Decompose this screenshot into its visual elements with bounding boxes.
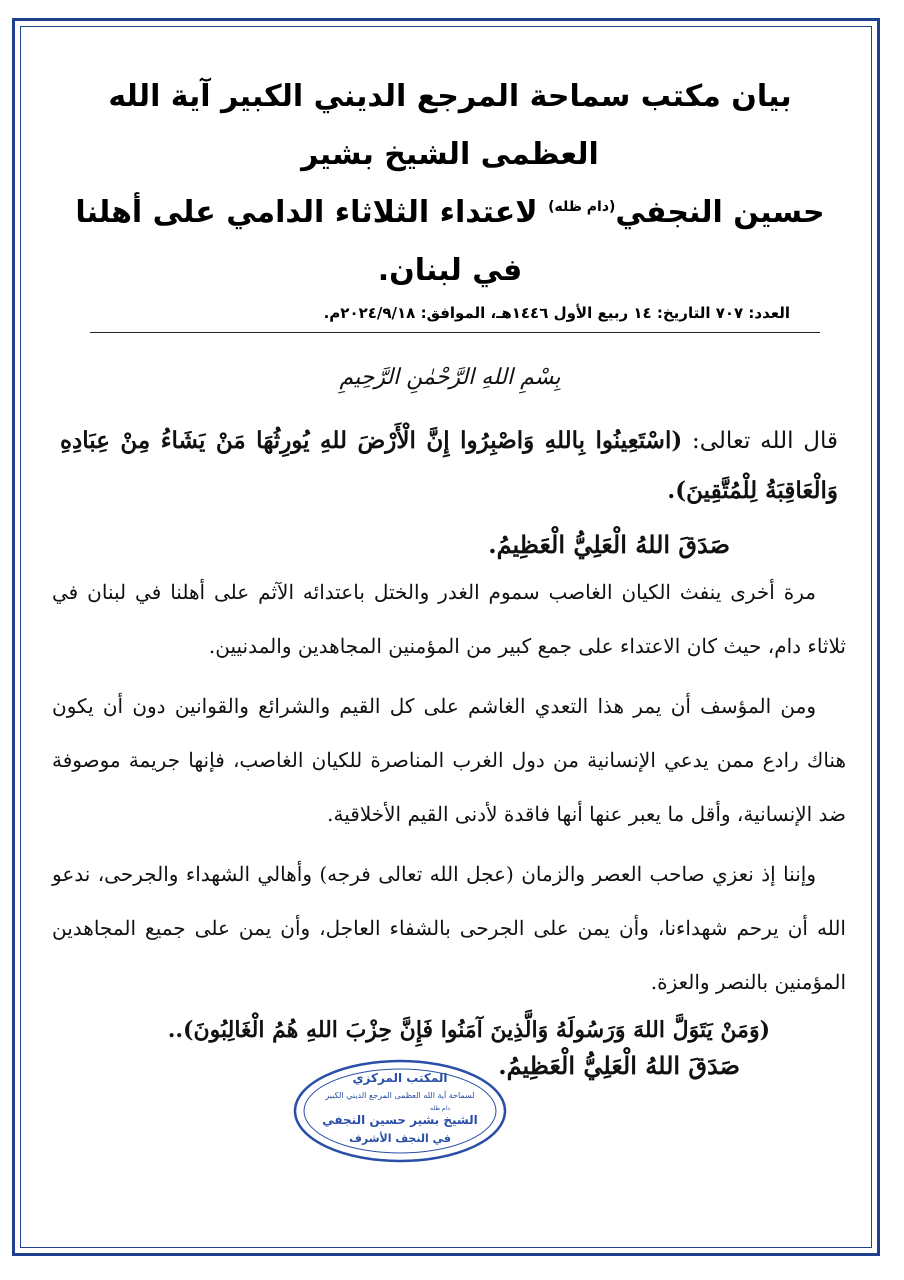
header-divider [90,332,820,333]
document-meta: العدد: ٧٠٧ التاريخ: ١٤ ربيع الأول ١٤٤٦هـ، الموافق: ٢٠٢٤/٩/١٨م. [323,304,790,322]
title-line-1: بيان مكتب سماحة المرجع الديني الكبير آية الله العظمى الشيخ بشير [108,79,792,172]
opening-verse [50,416,850,516]
document-page [50,56,850,1236]
title-line-2-b: لاعتداء الثلاثاء الدامي على أهلنا في لبنان. [75,195,549,288]
seal-line-2: لسماحة آية الله العظمى المرجع الديني الكبير [325,1091,475,1100]
opening-verse-prefix: قال الله تعالى: [682,428,839,454]
seal-line-3: دام ظله [430,1105,450,1112]
basmala: بِسْمِ اللهِ الرَّحْمٰنِ الرَّحِيمِ [339,365,561,390]
paragraph-1: مرة أخرى ينفث الكيان الغاصب سموم الغدر والختل باعتدائه الآثم على أهلنا في لبنان في ثلاثاء دام، حيث كان الاعتداء على جمع كبير من المؤمنين المجاهدين والمدنيين. [52,580,846,658]
paragraph-3: وإننا إذ نعزي صاحب العصر والزمان (عجل الله تعالى فرجه) وأهالي الشهداء والجرحى، ندعو الله أن يرحم شهداءنا، وأن يمن على الجرحى بالشفاء العاجل، وأن يمن على جميع المجاهدين المؤمنين بالنصر والعزة. [52,862,846,994]
paragraph-2: ومن المؤسف أن يمر هذا التعدي الغاشم على كل القيم والشرائع والقوانين دون أن يكون هناك رادع ممن يدعي الإنسانية من دول الغرب المناصرة للكيان الغاصب، فإنها جريمة موصوفة ضد الإنسانية، وأقل ما يعبر عنها أنها فاقدة لأدنى القيم الأخلاقية. [52,694,846,826]
title-line-2-a: حسين النجفي [615,195,825,230]
opening-verse-quote: (اسْتَعِينُوا بِاللهِ وَاصْبِرُوا إِنَّ الْأَرْضَ للهِ يُورِثُهَا مَنْ يَشَاءُ مِنْ عِبَادِهِ وَالْعَاقِبَةُ لِلْمُتَّقِينَ). [60,427,838,504]
sadaq-line-end: صَدَقَ اللهُ الْعَلِيُّ الْعَظِيمُ. [498,1051,740,1080]
seal-line-4: الشيخ بشير حسين النجفي [322,1113,478,1127]
title-honorific: (دام ظله) [548,199,616,215]
statement-title [50,68,850,300]
seal-line-5: في النجف الأشرف [349,1132,451,1145]
sadaq-line: صَدَقَ اللهُ الْعَلِيُّ الْعَظِيمُ. [488,530,730,559]
office-seal-stamp [290,1056,510,1166]
closing-verse: (وَمَنْ يَتَوَلَّ اللهَ وَرَسُولَهُ وَالَّذِينَ آمَنُوا فَإِنَّ حِزْبَ اللهِ هُمُ الْغَالِبُونَ).. [167,1017,770,1043]
seal-line-1: المكتب المركزي [352,1071,448,1085]
